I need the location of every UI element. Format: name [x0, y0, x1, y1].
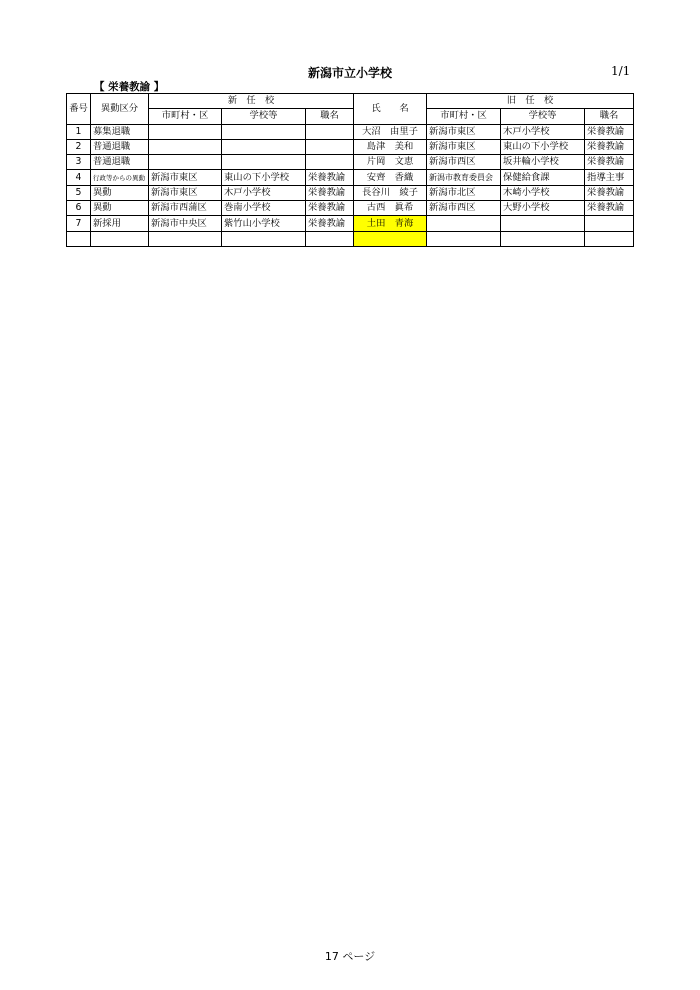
- cell-no: 5: [67, 185, 91, 200]
- cell-new-title: 栄養教諭: [306, 216, 354, 231]
- cell-old-title: 指導主事: [585, 170, 634, 185]
- header-type: 異動区分: [91, 94, 149, 125]
- table-row: [67, 231, 634, 246]
- cell-name: 大沼 由里子: [354, 124, 427, 139]
- cell-old-title: 栄養教諭: [585, 185, 634, 200]
- cell-new-school: [222, 139, 306, 154]
- cell-new-title: [306, 124, 354, 139]
- cell-old-school: 坂井輪小学校: [501, 155, 585, 170]
- cell-type: 異動: [91, 185, 149, 200]
- cell-new-school: [222, 231, 306, 246]
- cell-old-city: 新潟市西区: [427, 155, 501, 170]
- header-new-school: 学校等: [222, 109, 306, 124]
- cell-name: 片岡 文恵: [354, 155, 427, 170]
- cell-no: 6: [67, 201, 91, 216]
- cell-new-school: 東山の下小学校: [222, 170, 306, 185]
- cell-old-city: 新潟市北区: [427, 185, 501, 200]
- cell-old-school: 木崎小学校: [501, 185, 585, 200]
- cell-new-city: [149, 124, 222, 139]
- table-row: [67, 170, 634, 185]
- cell-new-city: [149, 155, 222, 170]
- cell-new-city: 新潟市中央区: [149, 216, 222, 231]
- cell-no: 3: [67, 155, 91, 170]
- cell-old-title: [585, 231, 634, 246]
- header-row-1: [67, 94, 634, 109]
- cell-new-school: 巻南小学校: [222, 201, 306, 216]
- table-row: [67, 155, 634, 170]
- cell-old-title: 栄養教諭: [585, 155, 634, 170]
- cell-type: 普通退職: [91, 155, 149, 170]
- cell-new-city: [149, 139, 222, 154]
- cell-new-school: 紫竹山小学校: [222, 216, 306, 231]
- cell-old-school: 木戸小学校: [501, 124, 585, 139]
- cell-new-school: [222, 124, 306, 139]
- cell-old-school: [501, 231, 585, 246]
- cell-new-city: 新潟市西蒲区: [149, 201, 222, 216]
- cell-new-title: 栄養教諭: [306, 170, 354, 185]
- cell-name: 島津 美和: [354, 139, 427, 154]
- header-old-school-group: 旧 任 校: [427, 94, 634, 109]
- cell-type: 普通退職: [91, 139, 149, 154]
- cell-name: [354, 231, 427, 246]
- cell-old-city: 新潟市西区: [427, 201, 501, 216]
- cell-old-school: [501, 216, 585, 231]
- cell-no: 7: [67, 216, 91, 231]
- cell-no: 2: [67, 139, 91, 154]
- section-label: 【 栄養教諭 】: [94, 81, 165, 93]
- table-row: [67, 139, 634, 154]
- cell-new-title: [306, 231, 354, 246]
- cell-old-title: [585, 216, 634, 231]
- cell-name: 安齊 香織: [354, 170, 427, 185]
- cell-new-title: [306, 139, 354, 154]
- cell-new-city: 新潟市東区: [149, 185, 222, 200]
- cell-old-title: 栄養教諭: [585, 139, 634, 154]
- cell-old-city: 新潟市東区: [427, 124, 501, 139]
- cell-new-title: 栄養教諭: [306, 185, 354, 200]
- cell-type: [91, 231, 149, 246]
- cell-old-school: 大野小学校: [501, 201, 585, 216]
- header-new-school-group: 新 任 校: [149, 94, 354, 109]
- cell-no: 4: [67, 170, 91, 185]
- cell-old-school: 東山の下小学校: [501, 139, 585, 154]
- cell-old-school: 保健給食課: [501, 170, 585, 185]
- header-new-title: 職名: [306, 109, 354, 124]
- table-row: [67, 216, 634, 231]
- cell-new-school: 木戸小学校: [222, 185, 306, 200]
- cell-old-city: [427, 216, 501, 231]
- cell-old-city: [427, 231, 501, 246]
- header-row-2: [67, 109, 634, 124]
- cell-new-title: 栄養教諭: [306, 201, 354, 216]
- document-title: 新潟市立小学校: [307, 66, 392, 80]
- cell-type: 募集退職: [91, 124, 149, 139]
- cell-old-title: 栄養教諭: [585, 124, 634, 139]
- header-name: 氏 名: [354, 94, 427, 125]
- cell-name: 土田 青海: [354, 216, 427, 231]
- header-no: 番号: [67, 94, 91, 125]
- header-old-city: 市町村・区: [427, 109, 501, 124]
- header-old-title: 職名: [585, 109, 634, 124]
- table-row: [67, 124, 634, 139]
- cell-old-city: 新潟市教育委員会: [427, 170, 501, 185]
- header-old-school: 学校等: [501, 109, 585, 124]
- cell-new-school: [222, 155, 306, 170]
- cell-name: 長谷川 綾子: [354, 185, 427, 200]
- cell-name: 古西 眞希: [354, 201, 427, 216]
- table-row: [67, 185, 634, 200]
- cell-new-city: 新潟市東区: [149, 170, 222, 185]
- table-row: [67, 201, 634, 216]
- cell-type: 異動: [91, 201, 149, 216]
- cell-type: 新採用: [91, 216, 149, 231]
- cell-old-title: 栄養教諭: [585, 201, 634, 216]
- cell-old-city: 新潟市東区: [427, 139, 501, 154]
- header-new-city: 市町村・区: [149, 109, 222, 124]
- cell-no: [67, 231, 91, 246]
- page-footer: 17 ページ: [324, 950, 376, 963]
- cell-no: 1: [67, 124, 91, 139]
- personnel-table: [66, 93, 634, 247]
- cell-type: 行政等からの異動: [91, 170, 149, 185]
- page-fraction: 1/1: [611, 64, 631, 78]
- cell-new-title: [306, 155, 354, 170]
- cell-new-city: [149, 231, 222, 246]
